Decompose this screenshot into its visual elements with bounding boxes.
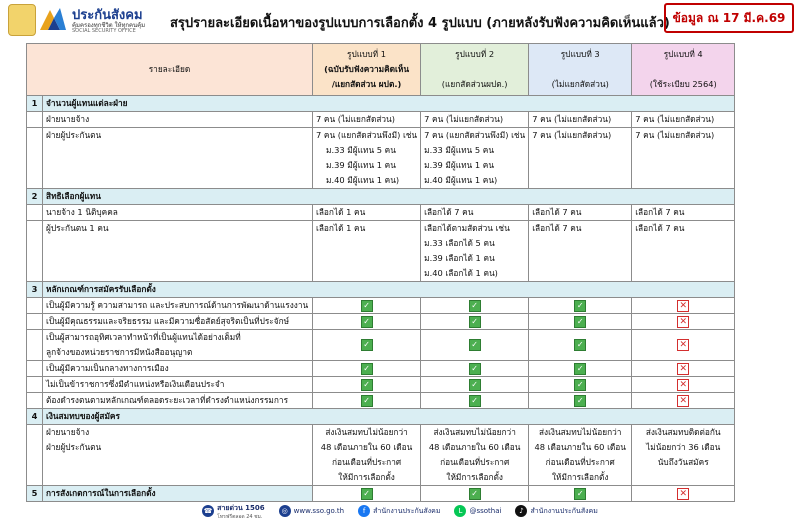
check-icon: ✓ [361,339,373,351]
cross-icon: ✕ [677,339,689,351]
table-row [27,221,735,282]
cell-line: ส่งเงินสมทบไม่น้อยกว่า [325,427,408,437]
cell-line: 48 เดือนภายใน 60 เดือน [320,442,413,452]
line-label: @ssothai [469,507,502,515]
section-title: การสังเกตการณ์ในการเลือกตั้ง [43,486,313,502]
cell-model-2: เลือกได้ 7 คน [421,205,529,221]
check-icon: ✓ [469,379,481,391]
comparison-table [26,43,735,502]
header-model-1-line: /แยกสัดส่วน ผปต.) [331,79,402,89]
check-icon: ✓ [469,363,481,375]
table-row [27,314,735,330]
phone-icon: ☎ [203,507,213,515]
check-icon: ✓ [469,395,481,407]
cell-model-4 [632,425,735,486]
cell-model-4 [632,377,735,393]
cell-model-4 [632,314,735,330]
cell-model-4: 7 คน (ไม่แยกสัดส่วน) [632,112,735,128]
row-label: นายจ้าง 1 นิติบุคคล [43,205,313,221]
cell-model-1 [313,330,421,361]
line-icon: L [454,505,466,517]
page-footer [0,500,800,522]
empty-cell [27,112,43,128]
org-en: SOCIAL SECURITY OFFICE [72,28,136,34]
cell-line: ม.33 มีผู้แทน 5 คน [424,145,495,155]
table-row [27,330,735,361]
header-model-2 [421,44,529,96]
section-number: 1 [27,96,43,112]
cell-model-3: เลือกได้ 7 คน [529,221,632,282]
hotline-label: สายด่วน 1506 [217,503,265,512]
check-icon: ✓ [574,339,586,351]
cell-line: ให้มีการเลือกตั้ง [446,472,503,482]
header-model-4-line: รูปแบบที่ 4 [663,49,703,59]
cell-model-3 [529,314,632,330]
tiktok-label: สำนักงานประกันสังคม [530,506,598,515]
row-label [43,425,313,486]
empty-cell [27,205,43,221]
cell-model-2 [421,330,529,361]
empty-cell [27,361,43,377]
cell-model-1 [313,298,421,314]
cross-icon: ✕ [677,488,689,500]
cell-line: ฝ่ายนายจ้าง [46,427,90,437]
table-row [27,112,735,128]
section-number: 2 [27,189,43,205]
cell-model-3 [529,298,632,314]
empty-cell [27,128,43,189]
hotline-text [217,503,265,520]
empty-cell [27,314,43,330]
sso-mark-icon [38,6,68,32]
cell-line: เป็นผู้มีคุณธรรมและจริยธรรม และมีความซื่อสัตย์สุจริตเป็นที่ประจักษ์ [46,316,290,326]
date-badge: ข้อมูล ณ 17 มี.ค.69 [664,3,794,33]
table-row [27,425,735,486]
ministry-seal-icon [8,4,36,36]
cell-line: ส่งเงินสมทบติดต่อกัน [645,427,721,437]
org-name: ประกันสังคม [72,8,143,23]
hotline-sub: โทรฟรีตลอด 24 ชม. [217,513,263,520]
cell-model-3 [529,330,632,361]
footer-facebook[interactable] [358,505,440,517]
cell-line: ม.39 มีผู้แทน 1 คน [326,160,396,170]
empty-cell [27,377,43,393]
cell-line: ม.33 มีผู้แทน 5 คน [326,145,396,155]
cell-line: ก่อนเดือนที่ประกาศ [545,457,615,467]
header-model-2-line: รูปแบบที่ 2 [455,49,495,59]
criteria-rows [27,298,735,409]
check-icon: ✓ [361,379,373,391]
cell-model-1: เลือกได้ 1 คน [313,205,421,221]
cell-model-1 [313,393,421,409]
cell-line: ฝ่ายผู้ประกันตน [46,442,102,452]
section-title: หลักเกณฑ์การสมัครรับเลือกตั้ง [43,282,735,298]
cell-line: ม.39 มีผู้แทน 1 คน [424,160,495,170]
check-icon: ✓ [574,395,586,407]
header-detail: รายละเอียด [27,44,313,96]
row-label [43,377,313,393]
row-label [43,314,313,330]
row-label [43,393,313,409]
cross-icon: ✕ [677,395,689,407]
header-model-2-line: (แยกสัดส่วนผปต.) [441,79,508,89]
row-label: ฝ่ายผู้ประกันตน [43,128,313,189]
header-model-1 [313,44,421,96]
cell-model-2 [421,361,529,377]
cell-line: 48 เดือนภายใน 60 เดือน [428,442,521,452]
cell-line: 7 คน (แยกสัดส่วนพึงมี) เช่น [316,130,418,140]
web-label: www.sso.go.th [293,507,345,515]
check-icon: ✓ [574,363,586,375]
cell-line: นับถึงวันสมัคร [657,457,709,467]
check-icon: ✓ [469,339,481,351]
table-row [27,377,735,393]
cell-model-1: เลือกได้ 1 คน [313,221,421,282]
cell-line: เป็นผู้มีความรู้ ความสามารถ และประสบการณ์ด้านการพัฒนาด้านแรงงาน [46,300,309,310]
empty-cell [27,221,43,282]
row-label: ผู้ประกันตน 1 คน [43,221,313,282]
cell-model-3: 7 คน (ไม่แยกสัดส่วน) [529,128,632,189]
cell-line: เป็นผู้สามารถอุทิศเวลาทำหน้าที่เป็นผู้แทนได้อย่างเต็มที่ [46,332,241,342]
table-row [27,128,735,189]
cell-model-4: เลือกได้ 7 คน [632,205,735,221]
empty-cell [27,393,43,409]
row-label [43,330,313,361]
cell-model-2 [421,314,529,330]
tiktok-icon: ♪ [515,505,527,517]
cell-model-2 [421,393,529,409]
section-title: เงินสมทบของผู้สมัคร [43,409,735,425]
cell-line: ลูกจ้างของหน่วยราชการมีหนังสืออนุญาต [46,347,193,357]
cell-line: ม.33 เลือกได้ 5 คน [424,238,495,248]
empty-cell [27,298,43,314]
check-icon: ✓ [361,316,373,328]
check-icon: ✓ [361,488,373,500]
cell-model-4: เลือกได้ 7 คน [632,221,735,282]
cell-model-1 [313,128,421,189]
cell-model-1 [313,314,421,330]
section-row [27,282,735,298]
org-tagline: คุ้มครองทุกชีวิต ให้ทุกคนคุ้ม [72,22,146,29]
cell-line: ม.40 มีผู้แทน 1 คน) [424,175,498,185]
row-label [43,298,313,314]
section-number: 4 [27,409,43,425]
cell-model-4 [632,330,735,361]
cell-model-1 [313,361,421,377]
cell-model-4 [632,361,735,377]
footer-tiktok[interactable] [515,505,597,517]
facebook-label: สำนักงานประกันสังคม [373,506,441,515]
sso-logo [6,2,166,38]
cell-line: ให้มีการเลือกตั้ง [338,472,395,482]
facebook-icon: f [358,505,370,517]
cross-icon: ✕ [677,300,689,312]
header-model-1-line: รูปแบบที่ 1 [347,49,387,59]
section-title: จำนวนผู้แทนแต่ละฝ่าย [43,96,735,112]
cell-model-1 [313,425,421,486]
header-model-3-line: รูปแบบที่ 3 [560,49,600,59]
cell-model-3: 7 คน (ไม่แยกสัดส่วน) [529,112,632,128]
header-model-3 [529,44,632,96]
footer-line[interactable] [454,505,501,517]
section-number: 3 [27,282,43,298]
cell-line: ม.40 เลือกได้ 1 คน) [424,268,498,278]
cell-line: ม.39 เลือกได้ 1 คน [424,253,495,263]
header-model-1-line: (ฉบับรับฟังความคิดเห็น [324,64,409,74]
cell-line: ก่อนเดือนที่ประกาศ [331,457,402,467]
check-icon: ✓ [361,363,373,375]
table-row [27,298,735,314]
empty-cell [27,330,43,361]
cell-model-3 [529,377,632,393]
cell-line: ต้องดำรงตนตามหลักเกณฑ์ตลอดระยะเวลาที่ดำรงตำแหน่งกรรมการ [46,395,289,405]
globe-icon: ◎ [279,505,291,517]
cell-line: ให้มีการเลือกตั้ง [551,472,609,482]
section-number: 5 [27,486,43,502]
cell-model-3 [529,425,632,486]
check-icon: ✓ [574,300,586,312]
table-row [27,361,735,377]
row-label [43,361,313,377]
check-icon: ✓ [469,488,481,500]
cell-model-2 [421,377,529,393]
cell-line: ก่อนเดือนที่ประกาศ [440,457,510,467]
cell-line: 7 คน (แยกสัดส่วนพึงมี) เช่น [424,130,526,140]
cell-model-2 [421,425,529,486]
cross-icon: ✕ [677,316,689,328]
section-row [27,189,735,205]
cell-model-3 [529,393,632,409]
cell-line: ส่งเงินสมทบไม่น้อยกว่า [433,427,516,437]
check-icon: ✓ [361,395,373,407]
check-icon: ✓ [469,316,481,328]
footer-web[interactable] [279,505,344,517]
footer-hotline [202,503,265,520]
cell-model-2 [421,298,529,314]
check-icon: ✓ [469,300,481,312]
cell-model-4: 7 คน (ไม่แยกสัดส่วน) [632,128,735,189]
empty-cell [27,425,43,486]
cell-model-1: 7 คน (ไม่แยกสัดส่วน) [313,112,421,128]
check-icon: ✓ [574,379,586,391]
table-row [27,393,735,409]
cell-model-2: 7 คน (ไม่แยกสัดส่วน) [421,112,529,128]
page-title: สรุปรายละเอียดเนื้อหาของรูปแบบการเลือกตั้ง 4 รูปแบบ (ภายหลังรับฟังความคิดเห็นแล้ว) [170,16,670,31]
cell-line: ส่งเงินสมทบไม่น้อยกว่า [538,427,622,437]
header-model-4-line: (ใช้ระเบียบ 2564) [649,79,717,89]
page-header [0,0,800,40]
header-model-4 [632,44,735,96]
cell-model-4 [632,298,735,314]
cell-line: เป็นผู้มีความเป็นกลางทางการเมือง [46,363,169,373]
cell-line: ไม่น้อยกว่า 36 เดือน [646,442,721,452]
cell-model-3 [529,361,632,377]
cell-line: 48 เดือนภายใน 60 เดือน [534,442,626,452]
cell-line: ไม่เป็นข้าราชการซึ่งมีตำแหน่งหรือเงินเดือนประจำ [46,379,225,389]
table-row [27,205,735,221]
cell-line: เลือกได้ตามสัดส่วน เช่น [424,223,510,233]
cross-icon: ✕ [677,363,689,375]
check-icon: ✓ [574,316,586,328]
section-row [27,409,735,425]
table-header-row [27,44,735,96]
cell-model-1 [313,377,421,393]
check-icon: ✓ [574,488,586,500]
cell-model-2 [421,221,529,282]
row-label: ฝ่ายนายจ้าง [43,112,313,128]
section-row [27,96,735,112]
cell-model-4 [632,393,735,409]
header-model-3-line: (ไม่แยกสัดส่วน) [551,79,609,89]
cell-model-2 [421,128,529,189]
cross-icon: ✕ [677,379,689,391]
cell-line: ม.40 มีผู้แทน 1 คน) [326,175,400,185]
section-title: สิทธิเลือกผู้แทน [43,189,735,205]
cell-model-3: เลือกได้ 7 คน [529,205,632,221]
check-icon: ✓ [361,300,373,312]
